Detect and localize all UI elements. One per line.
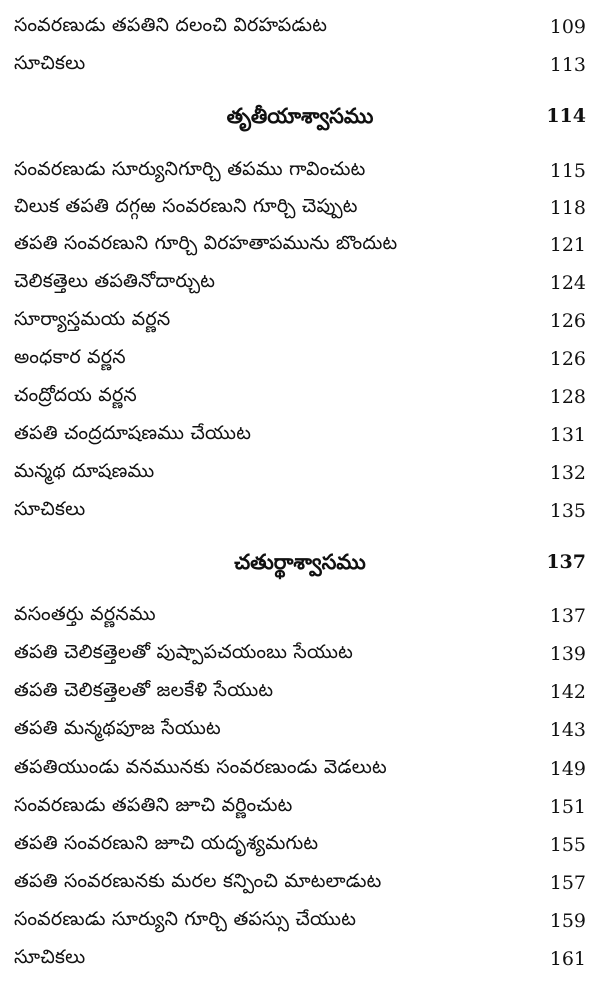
toc-entry — [14, 493, 586, 529]
toc-entry-page: 126 — [549, 310, 586, 332]
toc-entry — [14, 417, 586, 453]
toc-entry — [14, 941, 586, 977]
toc-entry — [14, 827, 586, 863]
toc-entry — [14, 903, 586, 939]
toc-entry-title: తపతి సంవరణుని గూర్చి విరహతాపమును బొందుట — [14, 231, 398, 254]
toc-entry-page: 115 — [549, 160, 586, 182]
toc-entry-title: వసంతర్తు వర్ణనము — [14, 602, 156, 625]
toc-entry — [14, 9, 586, 45]
toc-entry-title: తపతి సంవరణుని జూచి యదృశ్యమగుట — [14, 831, 319, 854]
toc-entry-page: 124 — [549, 272, 586, 294]
toc-entry-page: 155 — [549, 834, 586, 856]
toc-entry-title: సంవరణుడు సూర్యునిగూర్చి తపము గావించుట — [14, 157, 366, 180]
toc-entry — [14, 455, 586, 491]
toc-entry-title: తపతి సంవరణునకు మరల కన్పించి మాటలాడుట — [14, 869, 382, 892]
toc-entry-page: 157 — [549, 872, 586, 894]
toc-entry-title: సూచికలు — [14, 51, 86, 74]
toc-entry — [14, 712, 586, 748]
section-heading-page: 137 — [546, 551, 586, 573]
toc-entry-page: 139 — [549, 643, 586, 665]
toc-entry-title: తపతి చెలికత్తెలతో జలకేళి సేయుట — [14, 678, 274, 701]
toc-entry-title: చెలికత్తెలు తపతినోదార్చుట — [14, 269, 216, 292]
toc-entry-page: 159 — [549, 910, 586, 932]
toc-entry-page: 137 — [549, 605, 586, 627]
toc-entry — [14, 265, 586, 301]
toc-entry — [14, 190, 586, 226]
toc-entry-page: 113 — [549, 54, 586, 76]
toc-entry — [14, 865, 586, 901]
section-heading — [14, 542, 586, 582]
toc-entry — [14, 341, 586, 377]
toc-entry — [14, 47, 586, 83]
toc-entry — [14, 789, 586, 825]
toc-entry-title: చంద్రోదయ వర్ణన — [14, 383, 137, 406]
toc-entry — [14, 636, 586, 672]
toc-entry-title: సూచికలు — [14, 945, 86, 968]
toc-entry-page: 142 — [549, 681, 586, 703]
toc-entry — [14, 751, 586, 787]
toc-entry-page: 132 — [549, 462, 586, 484]
toc-entry-page: 161 — [549, 948, 586, 970]
toc-entry-page: 151 — [549, 796, 586, 818]
toc-entry-title: సూర్యాస్తమయ వర్ణన — [14, 307, 171, 330]
section-heading-page: 114 — [546, 105, 586, 127]
toc-entry-title: అంధకార వర్ణన — [14, 345, 126, 368]
toc-entry-page: 121 — [549, 234, 586, 256]
toc-entry-page: 131 — [549, 424, 586, 446]
toc-entry-page: 128 — [549, 386, 586, 408]
toc-entry — [14, 598, 586, 634]
toc-entry-page: 118 — [549, 197, 586, 219]
section-heading-title: తృతీయాశ్వాసము — [226, 104, 374, 128]
toc-entry-title: తపతి చంద్రదూషణము చేయుట — [14, 421, 252, 444]
toc-entry-title: మన్మథ దూషణము — [14, 459, 155, 482]
toc-entry-title: తపతి చెలికత్తెలతో పుష్పాపచయంబు సేయుట — [14, 640, 354, 663]
toc-entry-page: 135 — [549, 500, 586, 522]
toc-entry-title: తపతి మన్మథపూజ సేయుట — [14, 716, 221, 739]
toc-entry-page: 109 — [549, 16, 586, 38]
section-heading-title: చతుర్థాశ్వాసము — [234, 550, 366, 574]
toc-entry — [14, 153, 586, 189]
toc-entry — [14, 227, 586, 263]
toc-entry-title: చిలుక తపతి దగ్గఱ సంవరణుని గూర్చి చెప్పుట — [14, 194, 358, 217]
toc-entry-title: సూచికలు — [14, 497, 86, 520]
toc-entry — [14, 674, 586, 710]
section-heading — [14, 96, 586, 136]
toc-entry — [14, 379, 586, 415]
toc-entry — [14, 303, 586, 339]
toc-entry-title: సంవరణుడు సూర్యుని గూర్చి తపస్సు చేయుట — [14, 907, 357, 930]
toc-entry-page: 149 — [549, 758, 586, 780]
toc-entry-title: సంవరణుడు తపతిని దలంచి విరహపడుట — [14, 13, 328, 36]
toc-entry-title: తపతియుండు వనమునకు సంవరణుండు వెడలుట — [14, 755, 387, 778]
toc-entry-page: 126 — [549, 348, 586, 370]
toc-entry-title: సంవరణుడు తపతిని జూచి వర్ణించుట — [14, 793, 293, 816]
toc-entry-page: 143 — [549, 719, 586, 741]
